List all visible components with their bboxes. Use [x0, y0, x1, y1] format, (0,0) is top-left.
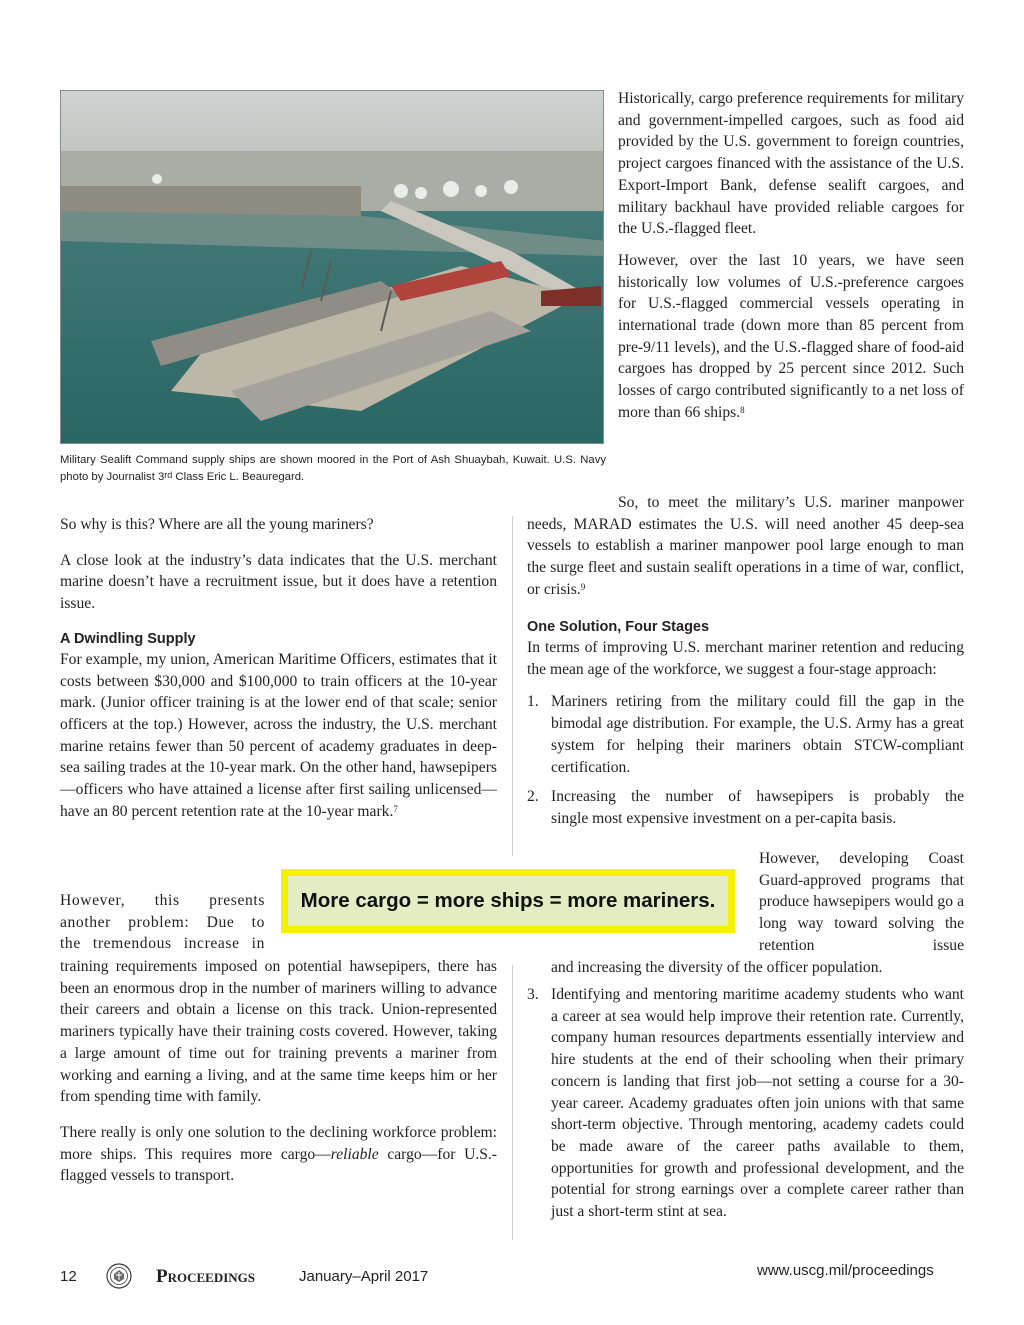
- paragraph-manpower: So, to meet the military’s U.S. mariner manpower needs, MARAD estimates the U.S. will need another 45 deep-sea vessels to establish a mariner manpower pool large enough to man the surge fleet and sustain sealift operations in a time of war, conflict, or crisis.$^9$: [527, 494, 964, 598]
- list-line: Increasing the number of hawsepipers is probably the: [551, 788, 964, 806]
- list-number: 1.: [527, 693, 539, 711]
- paragraph-wrap-lines: [60, 890, 265, 955]
- paragraph: A close look at the industry’s data indicates that the U.S. merchant marine doesn’t have a recruitment issue, but it does have a retention issue.: [60, 551, 497, 613]
- paragraph: So why is this? Where are all the young mariners?: [60, 516, 374, 533]
- list-number: 3.: [527, 986, 539, 1003]
- port-photo-image: [61, 91, 604, 444]
- uscg-seal-icon: [106, 1263, 132, 1289]
- wrap-line: However, this presents: [60, 892, 265, 909]
- section-heading: A Dwindling Supply: [60, 630, 196, 647]
- caption-superscript: rd: [164, 469, 173, 480]
- left-column-lower: [60, 956, 497, 1187]
- footnote-marker: 9: [580, 581, 586, 592]
- section-heading: One Solution, Four Stages: [527, 619, 710, 635]
- column-divider: [512, 516, 513, 856]
- footnote-marker: 8: [740, 404, 745, 415]
- list-number: 2.: [527, 788, 539, 806]
- paragraph: For example, my union, American Maritime Officers, estimates that it costs between $30,000 and $100,000 to train officers at the 10-year mark. (Junior officer training is at the lower end of that scale; senior officers at the top.) However, across the industry, the U.S. merchant marine retains fewer than 50 percent of academy graduates in deep-sea sailing trades at the 10-year mark. On the other hand, hawsepipers—officers who have attained a license after first sailing unlicensed—have an 80 percent retention rate at the 10-year mark.$^7$: [60, 650, 497, 820]
- publication-name: Proceedings: [156, 1266, 256, 1287]
- steps-list-continued: [527, 984, 964, 1223]
- list-line: single most expensive investment on a per-capita basis.: [551, 809, 897, 827]
- wrap-line: the tremendous increase in: [60, 935, 265, 953]
- list-item-2-wrap: However, developing Coast Guard-approved programs that produce hawsepipers would go a long way toward solving the retention issue: [759, 850, 964, 954]
- list-item-3-block: [527, 984, 964, 1223]
- figure-caption: [60, 452, 606, 485]
- emphasis: reliable: [330, 1145, 379, 1163]
- page-number: 12: [60, 1268, 77, 1285]
- pull-quote-callout: [281, 869, 735, 933]
- steps-list: [527, 691, 964, 829]
- right-column-top: [618, 88, 964, 424]
- pull-quote-text: More cargo = more ships = more mariners.: [288, 876, 728, 926]
- left-column: [60, 514, 497, 822]
- paragraph: Historically, cargo preference requirements for military and government-impelled cargoes, such as food aid provided by the U.S. government to foreign countries, project cargoes financed with the assistance of the U.S. Export-Import Bank, defense sealift cargoes, and military backhaul have provided reliable cargoes for the U.S.-flagged fleet.: [618, 90, 964, 238]
- paragraph: training requirements imposed on potential hawsepipers, there has been an enormous drop in the number of mariners willing to advance their careers and obtain a license on this track. Union-represented mariners typically have their training costs covered. However, taking a large amount of time out for training prevents a mariner from working and earning a living, and at the same time keeps him or her from spending time with family.: [60, 958, 497, 1106]
- issue-date: January–April 2017: [299, 1268, 429, 1285]
- footer-url[interactable]: www.uscg.mil/proceedings: [757, 1262, 934, 1279]
- column-divider: [512, 965, 513, 1240]
- wrap-line: another problem: Due to: [60, 913, 265, 931]
- right-column-bottom: [527, 617, 964, 830]
- caption-text: Military Sealift Command supply ships are shown moored in the Port of Ash Shuaybah, Kuwait. U.S. Navy photo by Journalist 3: [60, 454, 606, 483]
- list-item: [527, 786, 964, 829]
- list-item-2-tail: and increasing the diversity of the officer population.: [551, 959, 883, 976]
- paragraph: However, over the last 10 years, we have seen historically low volumes of U.S.-preference cargoes for U.S.-flagged commercial vessels operating in international trade (down more than 85 percent from pre-9/11 levels), and the U.S.-flagged share of food-aid cargoes has dropped by 25 percent since 2012. Such losses of cargo contributed significantly to a net loss of more than 66 ships.$^8$: [618, 251, 964, 421]
- photo: [60, 90, 604, 444]
- paragraph: There really is only one solution to the declining workforce problem: more ships. This requires more cargo—reliable cargo—for U.S.-flagged vessels to transport.: [60, 1123, 497, 1185]
- list-item: 1. Mariners retiring from the military could fill the gap in the bimodal age distribution. For example, the U.S. Army has a great system for helping their mariners obtain STCW-compliant certification.: [527, 693, 964, 776]
- list-item: 3. Identifying and mentoring maritime academy students who want a career at sea would help improve their retention rate. Currently, company human resources departments essentially interview and hire students at the end of their schooling when their primary concern is landing that first job—not setting a course for a 30-year career. Academy graduates often join unions with that same short-term objective. Through mentoring, academy cadets could be made aware of the career paths available to them, opportunities for growth and professional development, and the potential for strong earnings over a complete career rather than just a short-term stint at sea.: [527, 986, 964, 1221]
- caption-text-end: Class Eric L. Beauregard.: [172, 470, 305, 483]
- footnote-marker: 7: [393, 803, 398, 814]
- paragraph: In terms of improving U.S. merchant mariner retention and reducing the mean age of the workforce, we suggest a four-stage approach:: [527, 639, 964, 678]
